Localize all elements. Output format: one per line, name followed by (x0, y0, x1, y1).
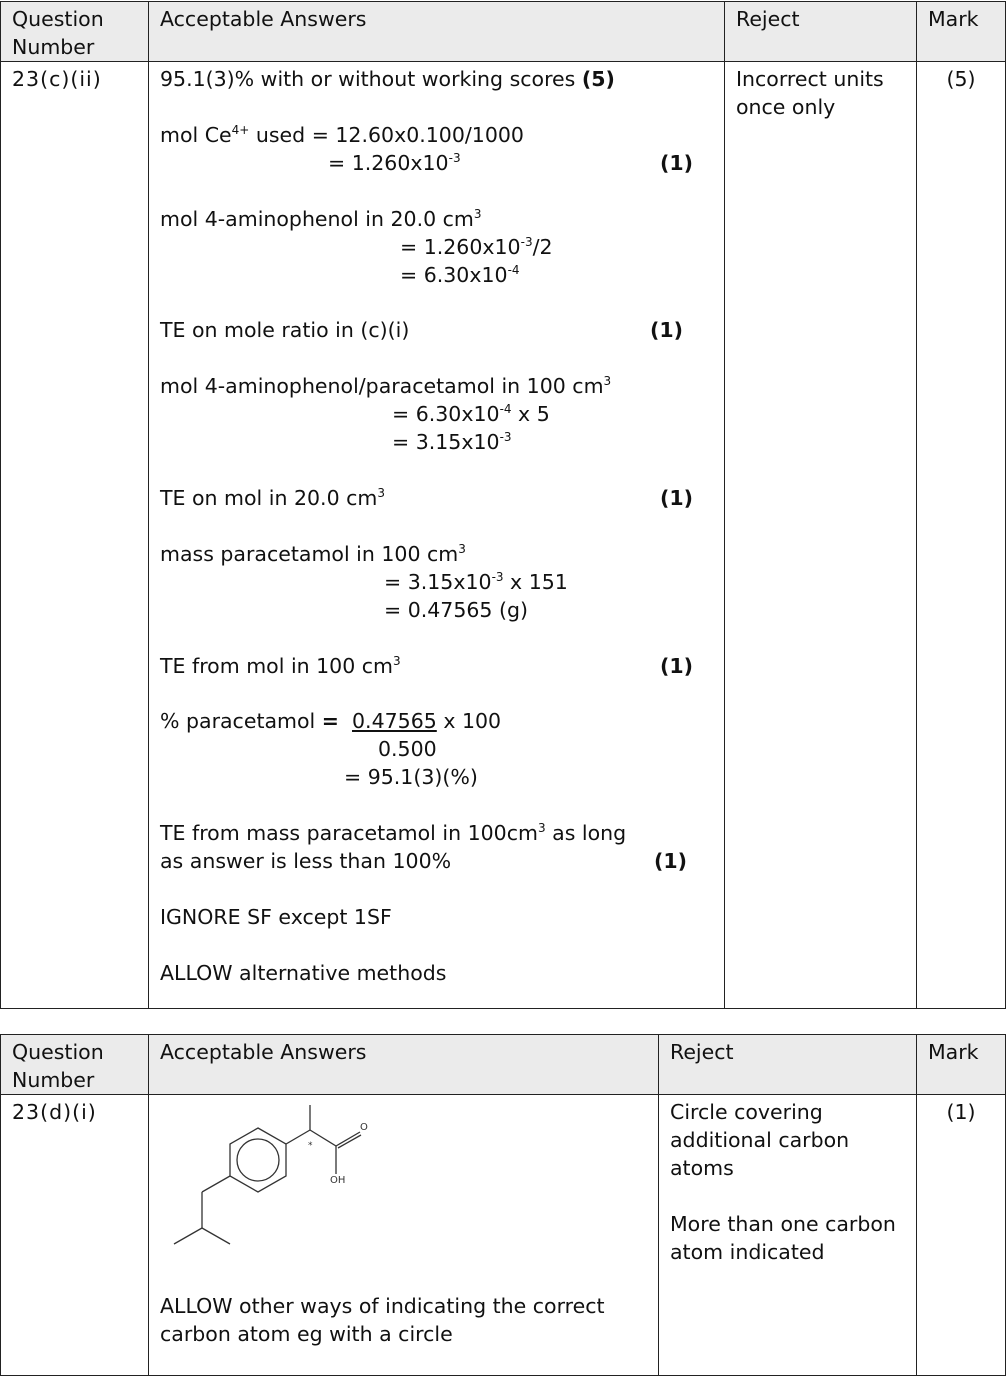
answer-line-19: TE from mass paracetamol in $100cm^3$ as long (160, 821, 627, 846)
answer-row-2 (1, 1095, 1006, 1376)
question-number-2: 23(d)(i) (1, 1095, 149, 1376)
answer-line-4: mol 4-aminophenol in 20.0 $cm^3$ (160, 206, 482, 231)
mark-cell-2: (1) (917, 1095, 1006, 1376)
answer-line-13: = $3.15x10^{-3}$ x 151 (384, 569, 568, 594)
mark-scheme-table-23d-i (0, 1034, 1006, 1376)
reject-item-1: Circle covering additional carbon atoms (670, 1100, 850, 1180)
answer-line-18: = 95.1(3)(%) (344, 765, 478, 790)
mark-scheme-table-23c-ii (0, 1, 1006, 1009)
question-number: 23(c)(ii) (1, 62, 149, 1009)
mark-cell: (5) (917, 62, 1006, 1009)
benzene-ring (230, 1128, 286, 1192)
answer-line-17: 0.500 (378, 737, 437, 762)
header-acceptable-answers-2: Acceptable Answers (149, 1035, 659, 1095)
header-acceptable-answers: Acceptable Answers (149, 2, 725, 62)
answer-line-22: ALLOW alternative methods (160, 960, 447, 985)
answer-note: ALLOW other ways of indicating the correct carbon atom eg with a circle (160, 1294, 605, 1346)
answer-line-20: as answer is less than 100% (1) (160, 849, 687, 874)
answer-line-5: = $1.260x10^{-3}/2$ (400, 234, 553, 259)
header-row-2 (1, 1035, 1006, 1095)
answer-line-1: 95.1(3)% with or without working scores (5) (160, 67, 615, 91)
chiral-marker: * (308, 1141, 313, 1151)
answer-line-6: = $6.30x10^{-4}$ (400, 262, 520, 287)
header-reject: Reject (725, 2, 917, 62)
answer-line-9: = $6.30x10^{-4}$ x 5 (392, 402, 550, 427)
answer-line-14: = 0.47565 (g) (384, 597, 528, 622)
answer-line-12: mass paracetamol in 100 $cm^3$ (160, 541, 466, 566)
answer-line-2: mol $Ce^{4+}$ used = 12.60x0.100/1000 (160, 122, 524, 147)
aromatic-circle (237, 1139, 279, 1181)
ibuprofen-structure-diagram (160, 1102, 400, 1262)
answer-line-3: = $1.260x10^{-3}$ (1) (328, 150, 693, 175)
answer-line-7: TE on mole ratio in (c)(i) (1) (160, 318, 683, 343)
answer-line-10: = $3.15x10^{-3}$ (392, 430, 512, 455)
answer-line-21: IGNORE SF except 1SF (160, 904, 392, 929)
hydroxyl-label: OH (330, 1175, 346, 1186)
answer-line-15: TE from mol in 100 $cm^3$ (1) (160, 653, 693, 678)
acceptable-answers-cell (149, 62, 725, 1009)
reject-item-2: More than one carbon atom indicated (670, 1212, 896, 1264)
header-row (1, 2, 1006, 62)
header-question-number-2: Question Number (1, 1035, 149, 1095)
answer-line-16: % paracetamol = 0.47565 x 100 (160, 709, 502, 734)
answer-line-11: TE on mol in 20.0 $cm^3$ (1) (160, 485, 693, 510)
oxygen-label: O (360, 1122, 368, 1133)
answer-row (1, 62, 1006, 1009)
reject-cell: Incorrect units once only (725, 62, 917, 1009)
header-mark-2: Mark (917, 1035, 1006, 1095)
answer-line-8: mol 4-aminophenol/paracetamol in 100 $cm^3$ (160, 374, 612, 399)
header-mark: Mark (917, 2, 1006, 62)
header-question-number: Question Number (1, 2, 149, 62)
reject-cell-2 (659, 1095, 917, 1376)
header-reject-2: Reject (659, 1035, 917, 1095)
acceptable-answers-cell-2 (149, 1095, 659, 1376)
